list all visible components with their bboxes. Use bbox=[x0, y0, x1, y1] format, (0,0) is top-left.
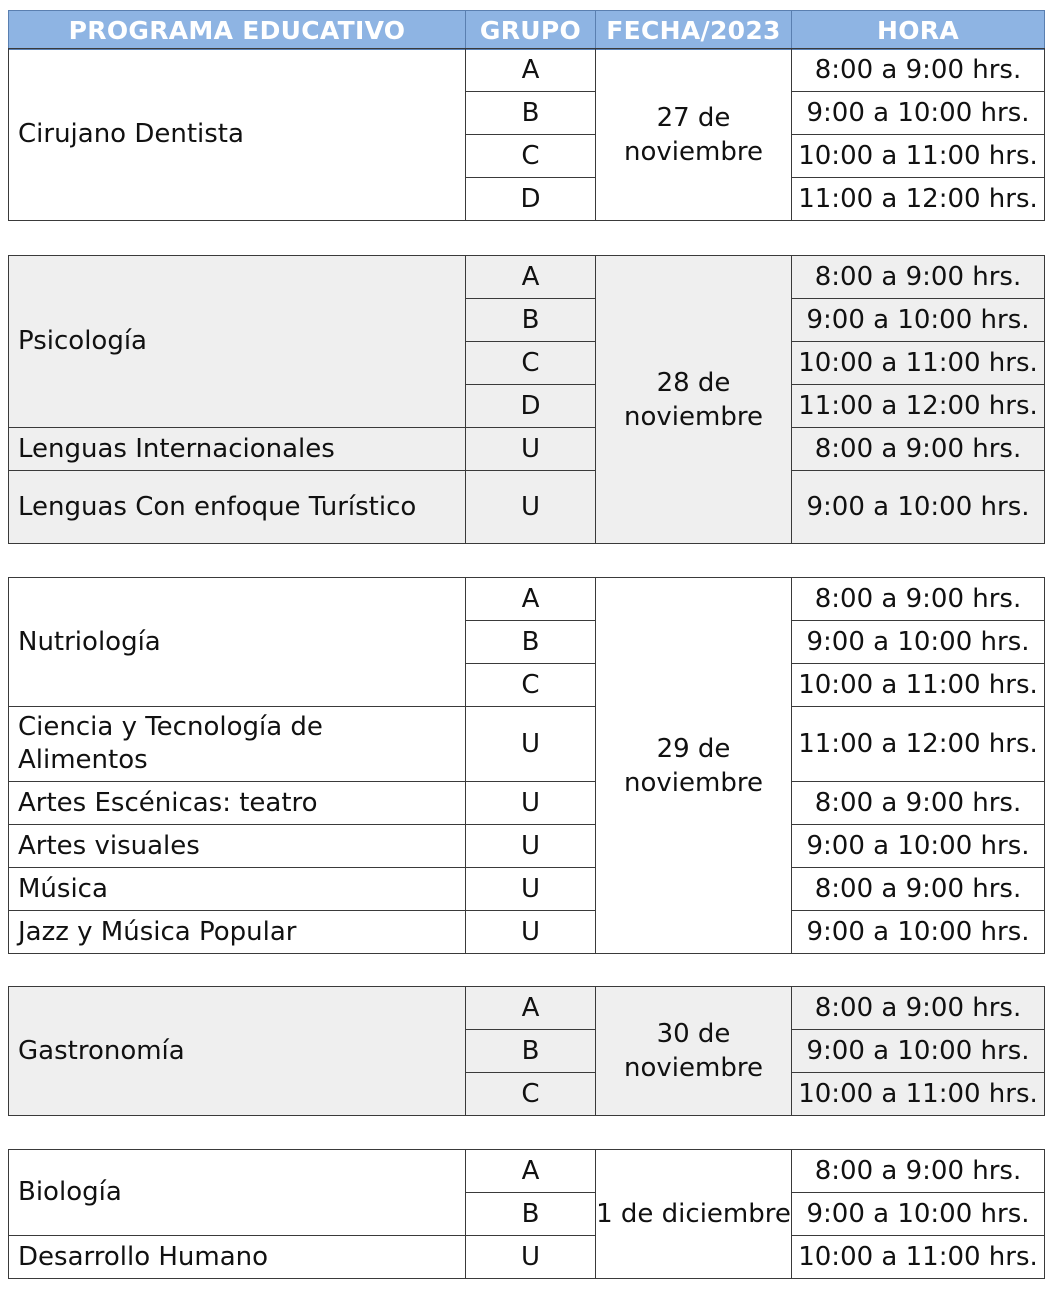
table-row bbox=[9, 987, 1045, 1030]
date-cell: 30 de noviembre bbox=[596, 987, 792, 1116]
header-grupo: GRUPO bbox=[466, 11, 596, 50]
group-cell: U bbox=[466, 707, 596, 782]
group-cell: B bbox=[466, 621, 596, 664]
group-cell: C bbox=[466, 1073, 596, 1116]
program-cell: Ciencia y Tecnología de Alimentos bbox=[9, 707, 466, 782]
schedule-block-1-dic bbox=[8, 1149, 1045, 1279]
table-row bbox=[9, 428, 1045, 471]
header-row bbox=[9, 11, 1045, 50]
header-hora: HORA bbox=[792, 11, 1045, 50]
time-cell: 11:00 a 12:00 hrs. bbox=[792, 707, 1045, 782]
time-cell: 8:00 a 9:00 hrs. bbox=[792, 987, 1045, 1030]
group-cell: U bbox=[466, 1236, 596, 1279]
time-cell: 8:00 a 9:00 hrs. bbox=[792, 578, 1045, 621]
schedule-block-27-nov bbox=[8, 48, 1045, 221]
group-cell: U bbox=[466, 825, 596, 868]
program-cell: Cirujano Dentista bbox=[9, 49, 466, 221]
table-row bbox=[9, 782, 1045, 825]
program-cell: Psicología bbox=[9, 256, 466, 428]
group-cell: D bbox=[466, 178, 596, 221]
group-cell: C bbox=[466, 342, 596, 385]
time-cell: 10:00 a 11:00 hrs. bbox=[792, 342, 1045, 385]
group-cell: D bbox=[466, 385, 596, 428]
time-cell: 10:00 a 11:00 hrs. bbox=[792, 1073, 1045, 1116]
schedule-block-29-nov bbox=[8, 577, 1045, 954]
table-row bbox=[9, 1150, 1045, 1193]
table-row bbox=[9, 707, 1045, 782]
time-cell: 8:00 a 9:00 hrs. bbox=[792, 49, 1045, 92]
time-cell: 9:00 a 10:00 hrs. bbox=[792, 911, 1045, 954]
time-cell: 11:00 a 12:00 hrs. bbox=[792, 385, 1045, 428]
table-row bbox=[9, 256, 1045, 299]
group-cell: C bbox=[466, 664, 596, 707]
time-cell: 11:00 a 12:00 hrs. bbox=[792, 178, 1045, 221]
time-cell: 9:00 a 10:00 hrs. bbox=[792, 825, 1045, 868]
time-cell: 9:00 a 10:00 hrs. bbox=[792, 92, 1045, 135]
table-row bbox=[9, 1236, 1045, 1279]
group-cell: B bbox=[466, 92, 596, 135]
table-row bbox=[9, 868, 1045, 911]
group-cell: A bbox=[466, 49, 596, 92]
date-cell: 29 de noviembre bbox=[596, 578, 792, 954]
program-cell: Lenguas Internacionales bbox=[9, 428, 466, 471]
group-cell: U bbox=[466, 868, 596, 911]
group-cell: B bbox=[466, 1030, 596, 1073]
date-cell: 28 de noviembre bbox=[596, 256, 792, 544]
date-cell: 27 de noviembre bbox=[596, 49, 792, 221]
time-cell: 8:00 a 9:00 hrs. bbox=[792, 1150, 1045, 1193]
group-cell: B bbox=[466, 299, 596, 342]
program-cell: Biología bbox=[9, 1150, 466, 1236]
time-cell: 10:00 a 11:00 hrs. bbox=[792, 135, 1045, 178]
table-row bbox=[9, 911, 1045, 954]
time-cell: 8:00 a 9:00 hrs. bbox=[792, 256, 1045, 299]
group-cell: B bbox=[466, 1193, 596, 1236]
group-cell: U bbox=[466, 911, 596, 954]
schedule-header-table bbox=[8, 10, 1045, 50]
table-row bbox=[9, 825, 1045, 868]
schedule-block-30-nov bbox=[8, 986, 1045, 1116]
program-cell: Música bbox=[9, 868, 466, 911]
header-fecha: FECHA/2023 bbox=[596, 11, 792, 50]
group-cell: A bbox=[466, 256, 596, 299]
group-cell: U bbox=[466, 782, 596, 825]
time-cell: 10:00 a 11:00 hrs. bbox=[792, 1236, 1045, 1279]
time-cell: 9:00 a 10:00 hrs. bbox=[792, 299, 1045, 342]
group-cell: A bbox=[466, 578, 596, 621]
group-cell: A bbox=[466, 987, 596, 1030]
program-cell: Artes Escénicas: teatro bbox=[9, 782, 466, 825]
time-cell: 9:00 a 10:00 hrs. bbox=[792, 1193, 1045, 1236]
date-cell: 1 de diciembre bbox=[596, 1150, 792, 1279]
schedule-block-28-nov bbox=[8, 255, 1045, 544]
program-cell: Artes visuales bbox=[9, 825, 466, 868]
time-cell: 8:00 a 9:00 hrs. bbox=[792, 782, 1045, 825]
time-cell: 10:00 a 11:00 hrs. bbox=[792, 664, 1045, 707]
time-cell: 9:00 a 10:00 hrs. bbox=[792, 1030, 1045, 1073]
program-cell: Nutriología bbox=[9, 578, 466, 707]
program-cell: Jazz y Música Popular bbox=[9, 911, 466, 954]
program-cell: Desarrollo Humano bbox=[9, 1236, 466, 1279]
time-cell: 8:00 a 9:00 hrs. bbox=[792, 868, 1045, 911]
program-cell: Lenguas Con enfoque Turístico bbox=[9, 471, 466, 544]
group-cell: U bbox=[466, 428, 596, 471]
table-row bbox=[9, 578, 1045, 621]
header-programa: PROGRAMA EDUCATIVO bbox=[9, 11, 466, 50]
time-cell: 9:00 a 10:00 hrs. bbox=[792, 471, 1045, 544]
table-row bbox=[9, 49, 1045, 92]
time-cell: 8:00 a 9:00 hrs. bbox=[792, 428, 1045, 471]
program-cell: Gastronomía bbox=[9, 987, 466, 1116]
group-cell: U bbox=[466, 471, 596, 544]
group-cell: A bbox=[466, 1150, 596, 1193]
time-cell: 9:00 a 10:00 hrs. bbox=[792, 621, 1045, 664]
group-cell: C bbox=[466, 135, 596, 178]
table-row bbox=[9, 471, 1045, 544]
